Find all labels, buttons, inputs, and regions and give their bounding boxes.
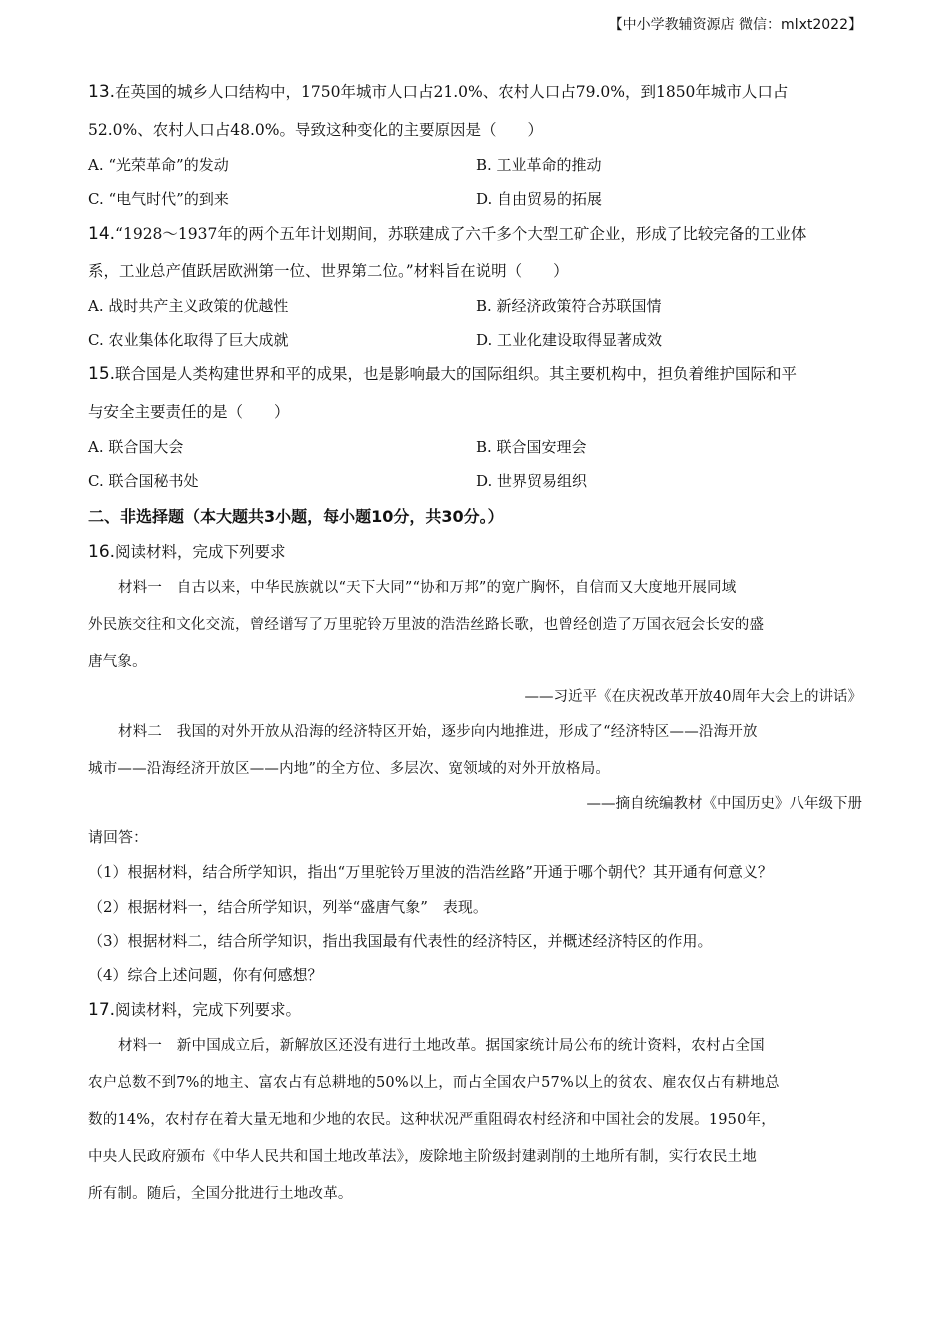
q16-material-2-line-2: 城市——沿海经济开放区——内地”的全方位、多层次、宽领域的对外开放格局。 — [88, 761, 611, 777]
q13-option-d: D. 自由贸易的拓展 — [476, 190, 603, 208]
q16-ask: 请回答： — [88, 828, 149, 846]
question-16-number: 16. — [88, 542, 116, 562]
question-13-number: 13. — [88, 82, 116, 102]
question-14-line-1: 14.“1928～1937年的两个五年计划期间，苏联建成了六千多个大型工矿企业，形成了比较完备的工业体 — [88, 224, 807, 244]
q15-option-d: D. 世界贸易组织 — [476, 472, 588, 490]
q13-option-a: A. “光荣革命”的发动 — [88, 156, 229, 174]
q16-material-1-source: ——习近平《在庆祝改革开放40周年大会上的讲话》 — [524, 689, 862, 705]
q16-material-1-line-3: 唐气象。 — [88, 654, 147, 670]
q16-material-1-line-1: 材料一 自古以来，中华民族就以“天下大同”“协和万邦”的宽广胸怀，自信而又大度地开展同域 — [118, 580, 737, 596]
q14-option-b: B. 新经济政策符合苏联国情 — [476, 297, 662, 315]
q16-subquestion-3: （3）根据材料二，结合所学知识，指出我国最有代表性的经济特区，并概述经济特区的作用。 — [88, 932, 713, 950]
q15-option-a: A. 联合国大会 — [88, 438, 184, 456]
q16-material-2-source: ——摘自统编教材《中国历史》八年级下册 — [586, 796, 862, 812]
q17-material-1-line-5: 所有制。随后，全国分批进行土地改革。 — [88, 1186, 353, 1202]
question-17-number: 17. — [88, 1000, 116, 1020]
q16-subquestion-2: （2）根据材料一，结合所学知识，列举“盛唐气象” 表现。 — [88, 898, 488, 916]
question-13-line-2: 52.0%、农村人口占48.0%。导致这种变化的主要原因是（ ） — [88, 121, 543, 139]
q15-option-c: C. 联合国秘书处 — [88, 472, 199, 490]
q13-option-b: B. 工业革命的推动 — [476, 156, 602, 174]
q17-material-1-line-4: 中央人民政府颁布《中华人民共和国土地改革法》，废除地主阶级封建剥削的土地所有制，实行农民土地 — [88, 1149, 757, 1165]
question-17-prompt: 17.阅读材料，完成下列要求。 — [88, 1000, 302, 1020]
q16-material-2-line-1: 材料二 我国的对外开放从沿海的经济特区开始，逐步向内地推进，形成了“经济特区——沿海开放 — [118, 724, 758, 740]
question-15-number: 15. — [88, 364, 116, 384]
q17-material-1-line-2: 农户总数不到7%的地主、富农占有总耕地的50%以上，而占全国农户57%以上的贫农、雇农仅占有耕地总 — [88, 1075, 780, 1091]
q14-option-d: D. 工业化建设取得显著成效 — [476, 331, 663, 349]
q14-option-c: C. 农业集体化取得了巨大成就 — [88, 331, 289, 349]
q17-material-1-line-3: 数的14%，农村存在着大量无地和少地的农民。这种状况严重阻碍农村经济和中国社会的发展。1950年， — [88, 1112, 776, 1128]
q15-option-b: B. 联合国安理会 — [476, 438, 587, 456]
question-14-line-2: 系，工业总产值跃居欧洲第一位、世界第二位。”材料旨在说明（ ） — [88, 262, 569, 280]
q14-option-a: A. 战时共产主义政策的优越性 — [88, 297, 289, 315]
question-15-line-1: 15.联合国是人类构建世界和平的成果，也是影响最大的国际组织。其主要机构中，担负着维护国际和平 — [88, 364, 798, 384]
question-16-prompt: 16.阅读材料，完成下列要求 — [88, 542, 286, 562]
q16-subquestion-4: （4）综合上述问题，你有何感想？ — [88, 966, 323, 984]
section-2-heading: 二、非选择题（本大题共3小题，每小题10分，共30分。） — [88, 507, 504, 526]
q17-material-1-line-1: 材料一 新中国成立后，新解放区还没有进行土地改革。据国家统计局公布的统计资料，农村占全国 — [118, 1038, 765, 1054]
q13-option-c: C. “电气时代”的到来 — [88, 190, 229, 208]
question-15-line-2: 与安全主要责任的是（ ） — [88, 403, 290, 421]
question-14-number: 14. — [88, 224, 116, 244]
q16-material-1-line-2: 外民族交往和文化交流，曾经谱写了万里驼铃万里波的浩浩丝路长歌，也曾经创造了万国衣冠会长安的盛 — [88, 617, 765, 633]
q16-subquestion-1: （1）根据材料，结合所学知识，指出“万里驼铃万里波的浩浩丝路”开通于哪个朝代？其开通有何意义？ — [88, 863, 773, 881]
page-header: 【中小学教辅资源店 微信：mlxt2022】 — [608, 17, 862, 33]
question-13-line-1: 13.在英国的城乡人口结构中，1750年城市人口占21.0%、农村人口占79.0%，到1850年城市人口占 — [88, 82, 789, 102]
